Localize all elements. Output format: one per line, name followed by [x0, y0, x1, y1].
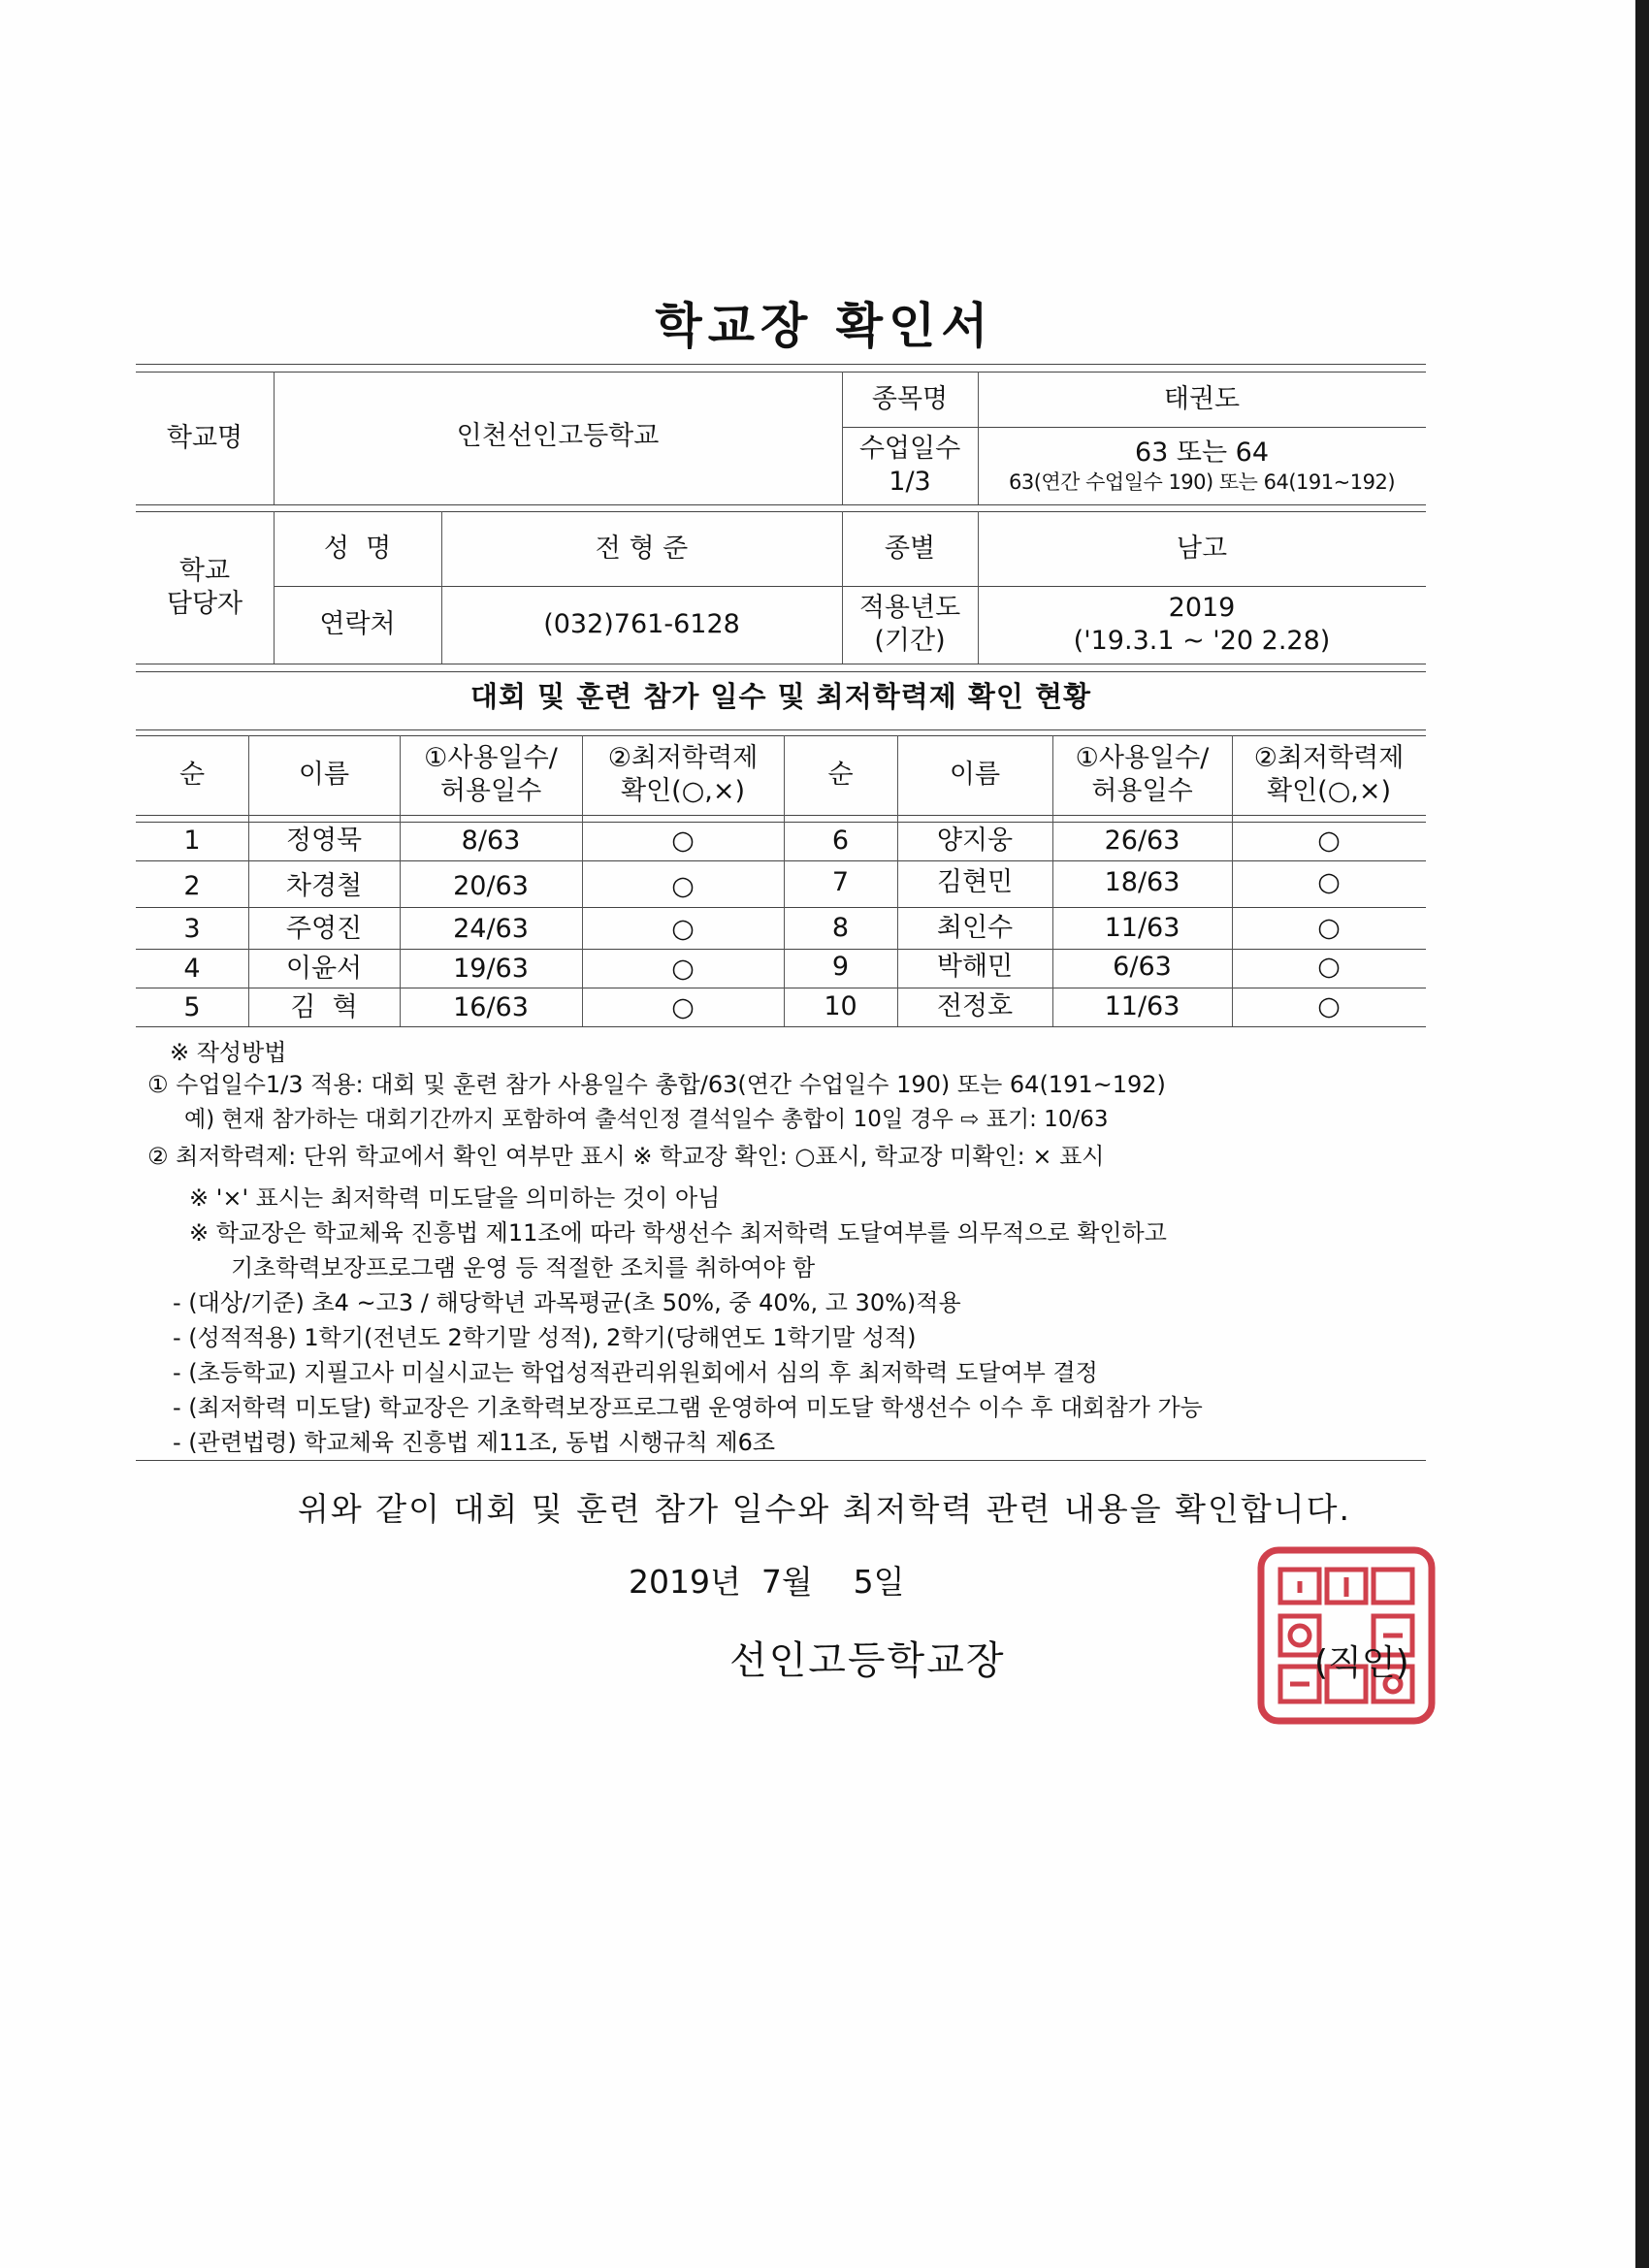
manager-label-line1: 학교 [178, 555, 231, 586]
header-days-line2: 허용일수 [439, 776, 542, 806]
roster-title: 대회 및 훈련 참가 일수 및 최저학력제 확인 현황 [469, 680, 1092, 713]
school-name-label: 학교명 [166, 422, 243, 453]
row-name: 주영진 [285, 913, 363, 944]
note-line: - (성적적용) 1학기(전년도 2학기말 성적), 2학기(당해연도 1학기말 성적) [173, 1324, 917, 1351]
row-check: ○ [1317, 952, 1341, 983]
note-line: ※ 학교장은 학교체육 진흥법 제11조에 따라 학생선수 최저학력 도달여부를 의무적으로 확인하고 [189, 1219, 1167, 1247]
row-check: ○ [671, 870, 695, 901]
header-no-right: 순 [827, 760, 854, 791]
header-days-right-line2: 허용일수 [1091, 776, 1193, 806]
header-name: 이름 [298, 760, 350, 791]
school-days-note: 63(연간 수업일수 190) 또는 64(191~192) [1008, 470, 1396, 494]
year-label-line2: (기간) [874, 626, 946, 656]
category-value: 남고 [1176, 533, 1228, 564]
row-days: 8/63 [461, 826, 521, 857]
row-name: 양지웅 [936, 826, 1014, 857]
row-name: 차경철 [285, 870, 363, 901]
period: ('19.3.1 ~ '20 2.28) [1073, 626, 1331, 656]
sport-label: 종목명 [871, 383, 949, 414]
row-name: 박해민 [936, 952, 1014, 983]
manager-label-line2: 담당자 [166, 588, 243, 619]
row-no: 6 [831, 826, 850, 857]
row-no: 5 [183, 992, 201, 1023]
confirmation-statement: 위와 같이 대회 및 훈련 참가 일수와 최저학력 관련 내용을 확인합니다. [298, 1490, 1351, 1528]
header-days [400, 735, 582, 815]
row-check: ○ [1317, 866, 1341, 897]
header-check [582, 735, 784, 815]
school-days-label-line2: 1/3 [889, 467, 931, 497]
row-check: ○ [1317, 826, 1341, 857]
manager-section-label [136, 511, 274, 664]
year: 2019 [1168, 593, 1236, 624]
row-days: 11/63 [1104, 912, 1180, 943]
signer-title: 선인고등학교장 [729, 1638, 1006, 1683]
row-days: 11/63 [1104, 991, 1180, 1022]
row-days: 19/63 [453, 954, 529, 985]
issue-date: 2019년 7월 5일 [629, 1563, 905, 1601]
year-label [842, 586, 978, 664]
row-no: 3 [183, 913, 201, 944]
header-check-right-line2: 확인(○,×) [1267, 776, 1391, 806]
contact-phone: (032)761-6128 [543, 609, 740, 640]
header-check-right-line1: ②최저학력제 [1253, 743, 1405, 774]
header-no: 순 [178, 760, 206, 791]
school-days-label-line1: 수업일수 [858, 434, 961, 465]
row-no: 10 [824, 991, 857, 1022]
note-line: - (초등학교) 지필고사 미실시교는 학업성적관리위원회에서 심의 후 최저학력 도달여부 결정 [173, 1359, 1098, 1386]
row-no: 8 [831, 912, 850, 943]
row-name: 최인수 [936, 912, 1014, 943]
row-name: 정영묵 [285, 826, 363, 857]
year-label-line1: 적용년도 [858, 593, 961, 624]
row-no: 2 [183, 870, 201, 901]
row-check: ○ [1317, 991, 1341, 1022]
row-no: 4 [183, 954, 201, 985]
header-days-right-line1: ①사용일수/ [1075, 743, 1210, 774]
note-line: - (대상/기준) 초4 ~고3 / 해당학년 과목평균(초 50%, 중 40%, 고 30%)적용 [173, 1289, 961, 1316]
row-days: 24/63 [453, 913, 529, 944]
row-days: 26/63 [1104, 826, 1180, 857]
header-days-line1: ①사용일수/ [424, 743, 558, 774]
note-line: ① 수업일수1/3 적용: 대회 및 훈련 참가 사용일수 총합/63(연간 수업일수 190) 또는 64(191~192) [147, 1071, 1166, 1098]
header-check-right [1232, 735, 1426, 815]
header-days-right [1052, 735, 1232, 815]
sport-value: 태권도 [1163, 383, 1241, 414]
row-days: 18/63 [1104, 866, 1180, 897]
category-label: 종별 [884, 533, 936, 564]
contact-label: 연락처 [319, 609, 396, 640]
row-name: 김 혁 [290, 992, 358, 1023]
row-days: 20/63 [453, 870, 529, 901]
manager-name-label: 성 명 [323, 533, 392, 564]
row-name: 전정호 [936, 991, 1014, 1022]
school-days-count: 63 또는 64 [1134, 437, 1270, 468]
row-days: 16/63 [453, 992, 529, 1023]
header-check-line2: 확인(○,×) [621, 776, 745, 806]
header-check-line1: ②최저학력제 [607, 743, 759, 774]
row-days: 6/63 [1113, 952, 1172, 983]
school-name: 인천선인고등학교 [456, 421, 660, 451]
note-line: ② 최저학력제: 단위 학교에서 확인 여부만 표시 ※ 학교장 확인: ○표시, 학교장 미확인: × 표시 [147, 1143, 1105, 1170]
row-check: ○ [671, 826, 695, 857]
note-line: ※ '×' 표시는 최저학력 미도달을 의미하는 것이 아님 [189, 1184, 721, 1212]
manager-name: 전 형 준 [595, 533, 689, 564]
row-check: ○ [671, 913, 695, 944]
header-name-right: 이름 [949, 760, 1001, 791]
seal-label: (직인) [1314, 1643, 1409, 1683]
note-line: 기초학력보장프로그램 운영 등 적절한 조치를 취하여야 함 [231, 1254, 816, 1281]
year-value [978, 586, 1426, 664]
row-check: ○ [671, 992, 695, 1023]
note-line: 예) 현재 참가하는 대회기간까지 포함하여 출석인정 결석일수 총합이 10일 경우 ⇨ 표기: 10/63 [184, 1107, 1109, 1132]
school-days-label [842, 427, 978, 504]
row-no: 9 [831, 952, 850, 983]
row-check: ○ [671, 954, 695, 985]
row-no: 1 [183, 826, 201, 857]
row-name: 이윤서 [285, 954, 363, 985]
notes-heading: ※ 작성방법 [170, 1039, 287, 1066]
row-no: 7 [831, 866, 850, 897]
row-check: ○ [1317, 912, 1341, 943]
note-line: - (최저학력 미도달) 학교장은 기초학력보장프로그램 운영하여 미도달 학생선수 이수 후 대회참가 가능 [173, 1394, 1203, 1421]
page-title: 학교장 확인서 [655, 298, 994, 354]
note-line: - (관련법령) 학교체육 진흥법 제11조, 동법 시행규칙 제6조 [173, 1429, 776, 1456]
school-days-value [978, 427, 1426, 504]
row-name: 김현민 [936, 866, 1014, 897]
